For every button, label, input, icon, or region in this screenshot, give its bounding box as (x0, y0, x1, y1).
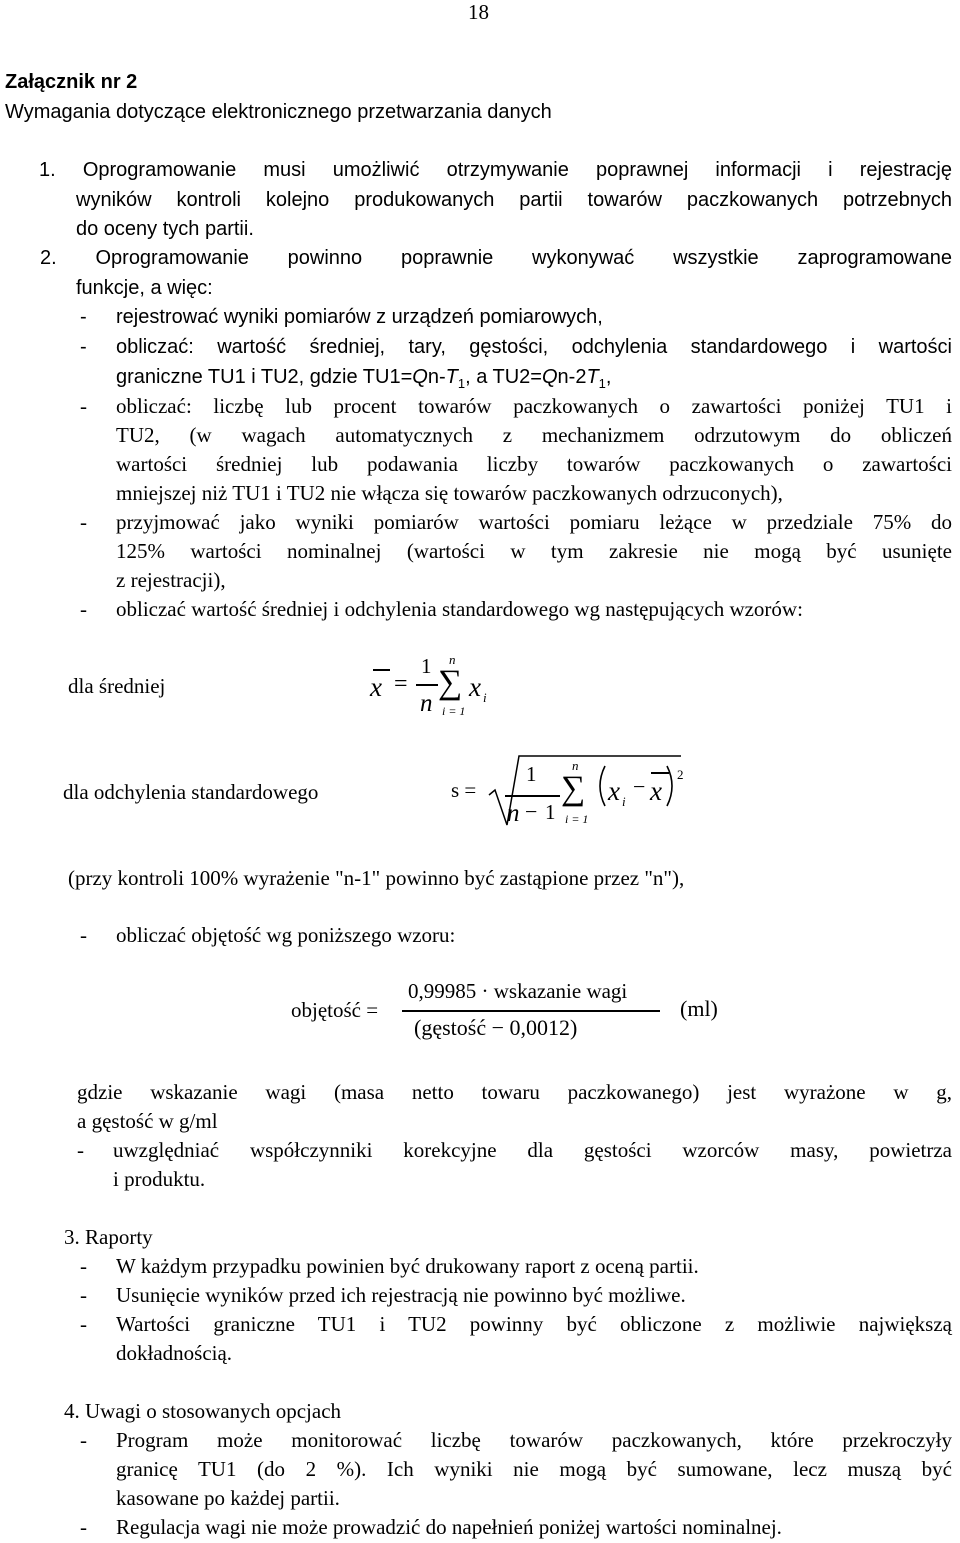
section4-bullet2: Regulacja wagi nie może prowadzić do napełnień poniżej wartości nominalnej. (116, 1515, 782, 1539)
explain-line2: a gęstość w g/ml (77, 1109, 218, 1133)
section4-bullet1-line2: granicę TU1 (do 2 %). Ich wyniki nie mogą być sumowane, lecz muszą być (116, 1457, 952, 1481)
formula-mean-label: dla średniej (68, 674, 166, 698)
page-number: 18 (468, 0, 489, 24)
volume-bullet: obliczać objętość wg poniższego wzoru: (116, 923, 456, 947)
bullet-dash: - (80, 1515, 87, 1539)
paren-right-icon (664, 764, 678, 808)
volume-frac-bar (402, 1010, 660, 1012)
item2-bullet3-line4: mniejszej niż TU1 i TU2 nie włącza się towarów paczkowanych odrzuconych), (116, 481, 783, 505)
formula-sd-label: dla odchylenia standardowego (63, 780, 319, 804)
mean-den: n (420, 690, 433, 717)
item1-line3: do oceny tych partii. (76, 218, 254, 240)
mean-upper: n (449, 652, 456, 667)
sd-term-sub: i (622, 794, 626, 809)
item2-bullet4-line2: 125% wartości nominalnej (wartości w tym zakresie nie mogą być usunięte (116, 539, 952, 563)
item2-bullet4-line1: przyjmować jako wyniki pomiarów wartości pomiaru leżące w przedziale 75% do (116, 510, 952, 534)
sd-s: s = (451, 778, 477, 802)
item2-line2: funkcje, a więc: (76, 277, 213, 299)
section3-heading: 3. Raporty (64, 1225, 153, 1249)
sd-term-minus: − (633, 774, 646, 799)
sd-term-x: x (608, 776, 620, 806)
item1-line2: wyników kontroli kolejno produkowanych partii towarów paczkowanych potrzebnych (76, 189, 952, 211)
item2-bullet3-line3: wartości średniej lub podawania liczby towarów paczkowanych o zawartości (116, 452, 952, 476)
sd-den-minus: − (525, 799, 538, 824)
sd-den-n: n (507, 800, 520, 827)
bullet-dash: - (80, 1312, 87, 1336)
volume-label: objętość = (291, 998, 379, 1022)
sd-frac-bar (505, 795, 560, 797)
item2-bullet3-line1: obliczać: liczbę lub procent towarów paczkowanych o zawartości poniżej TU1 i (116, 394, 952, 418)
section3-bullet3-line1: Wartości graniczne TU1 i TU2 powinny być obliczone z możliwie największą (116, 1312, 952, 1336)
item2-bullet2-line1: obliczać: wartość średniej, tary, gęstości, odchylenia standardowego i wartości (116, 336, 952, 358)
section3-bullet3-line2: dokładnością. (116, 1341, 233, 1365)
sd-upper: n (572, 758, 579, 773)
bullet-dash: - (80, 1254, 87, 1278)
mean-bar (373, 669, 390, 671)
sd-exp: 2 (677, 767, 684, 782)
sd-term-xbar: x (650, 776, 662, 806)
section4-bullet1-line1: Program może monitorować liczbę towarów paczkowanych, które przekroczyły (116, 1428, 952, 1452)
volume-unit: (ml) (680, 996, 718, 1021)
item2-bullet5: obliczać wartość średniej i odchylenia standardowego wg następujących wzorów: (116, 597, 803, 621)
sigma-icon: ∑ (438, 664, 463, 701)
sigma-icon: ∑ (561, 770, 586, 807)
mean-x: x (370, 672, 382, 702)
mean-eq: = (394, 671, 408, 697)
mean-term-sub: i (483, 690, 487, 705)
explain-bullet-line2: i produktu. (113, 1167, 206, 1191)
sd-num: 1 (526, 762, 537, 786)
sd-lower: i = 1 (565, 812, 589, 826)
section3-bullet1: W każdym przypadku powinien być drukowany raport z oceną partii. (116, 1254, 699, 1278)
bullet-dash: - (80, 1428, 87, 1452)
bullet-dash: - (80, 923, 87, 947)
sd-den-1: 1 (545, 800, 556, 824)
item2-bullet1: rejestrować wyniki pomiarów z urządzeń pomiarowych, (116, 306, 603, 328)
bullet-dash: - (80, 306, 87, 328)
section3-bullet2: Usunięcie wyników przed ich rejestracją nie powinno być możliwe. (116, 1283, 686, 1307)
explain-bullet-line1: uwzględniać współczynniki korekcyjne dla gęstości wzorców masy, powietrza (113, 1138, 952, 1162)
bullet-dash: - (80, 394, 87, 418)
bullet-dash: - (80, 1283, 87, 1307)
mean-frac-bar (416, 684, 438, 686)
section4-heading: 4. Uwagi o stosowanych opcjach (64, 1399, 342, 1423)
mean-num: 1 (421, 654, 432, 678)
item1-line1: 1. Oprogramowanie musi umożliwić otrzymywanie poprawnej informacji i rejestrację (39, 159, 952, 181)
item2-bullet2-line2: graniczne TU1 i TU2, gdzie $TU1=Qn-T_1$, a $TU2=Qn-2T_1$, (116, 366, 612, 391)
volume-denominator: (gęstość − 0,0012) (414, 1015, 578, 1040)
section4-bullet1-line3: kasowane po każdej partii. (116, 1486, 340, 1510)
bullet-dash: - (80, 336, 87, 358)
bullet-dash: - (77, 1138, 84, 1162)
item2-bullet3-line2: TU2, (w wagach automatycznych z mechanizmem odrzutowym do obliczeń (116, 423, 952, 447)
note-n: (przy kontroli 100% wyrażenie "n-1" powinno być zastąpione przez "n"), (68, 866, 685, 890)
bullet-dash: - (80, 597, 87, 621)
volume-numerator: 0,99985 · wskazanie wagi (408, 979, 628, 1003)
bullet-dash: - (80, 510, 87, 534)
explain-line1: gdzie wskazanie wagi (masa netto towaru paczkowanego) jest wyrażone w g, (77, 1080, 952, 1104)
annex-subtitle: Wymagania dotyczące elektronicznego przetwarzania danych (5, 101, 552, 123)
mean-term: x (469, 672, 481, 702)
mean-lower: i = 1 (442, 704, 466, 718)
paren-left-icon (594, 764, 608, 808)
annex-title: Załącznik nr 2 (5, 71, 138, 93)
item2-bullet4-line3: z rejestracji), (116, 568, 226, 592)
item2-line1: 2. Oprogramowanie powinno poprawnie wykonywać wszystkie zaprogramowane (40, 247, 952, 269)
